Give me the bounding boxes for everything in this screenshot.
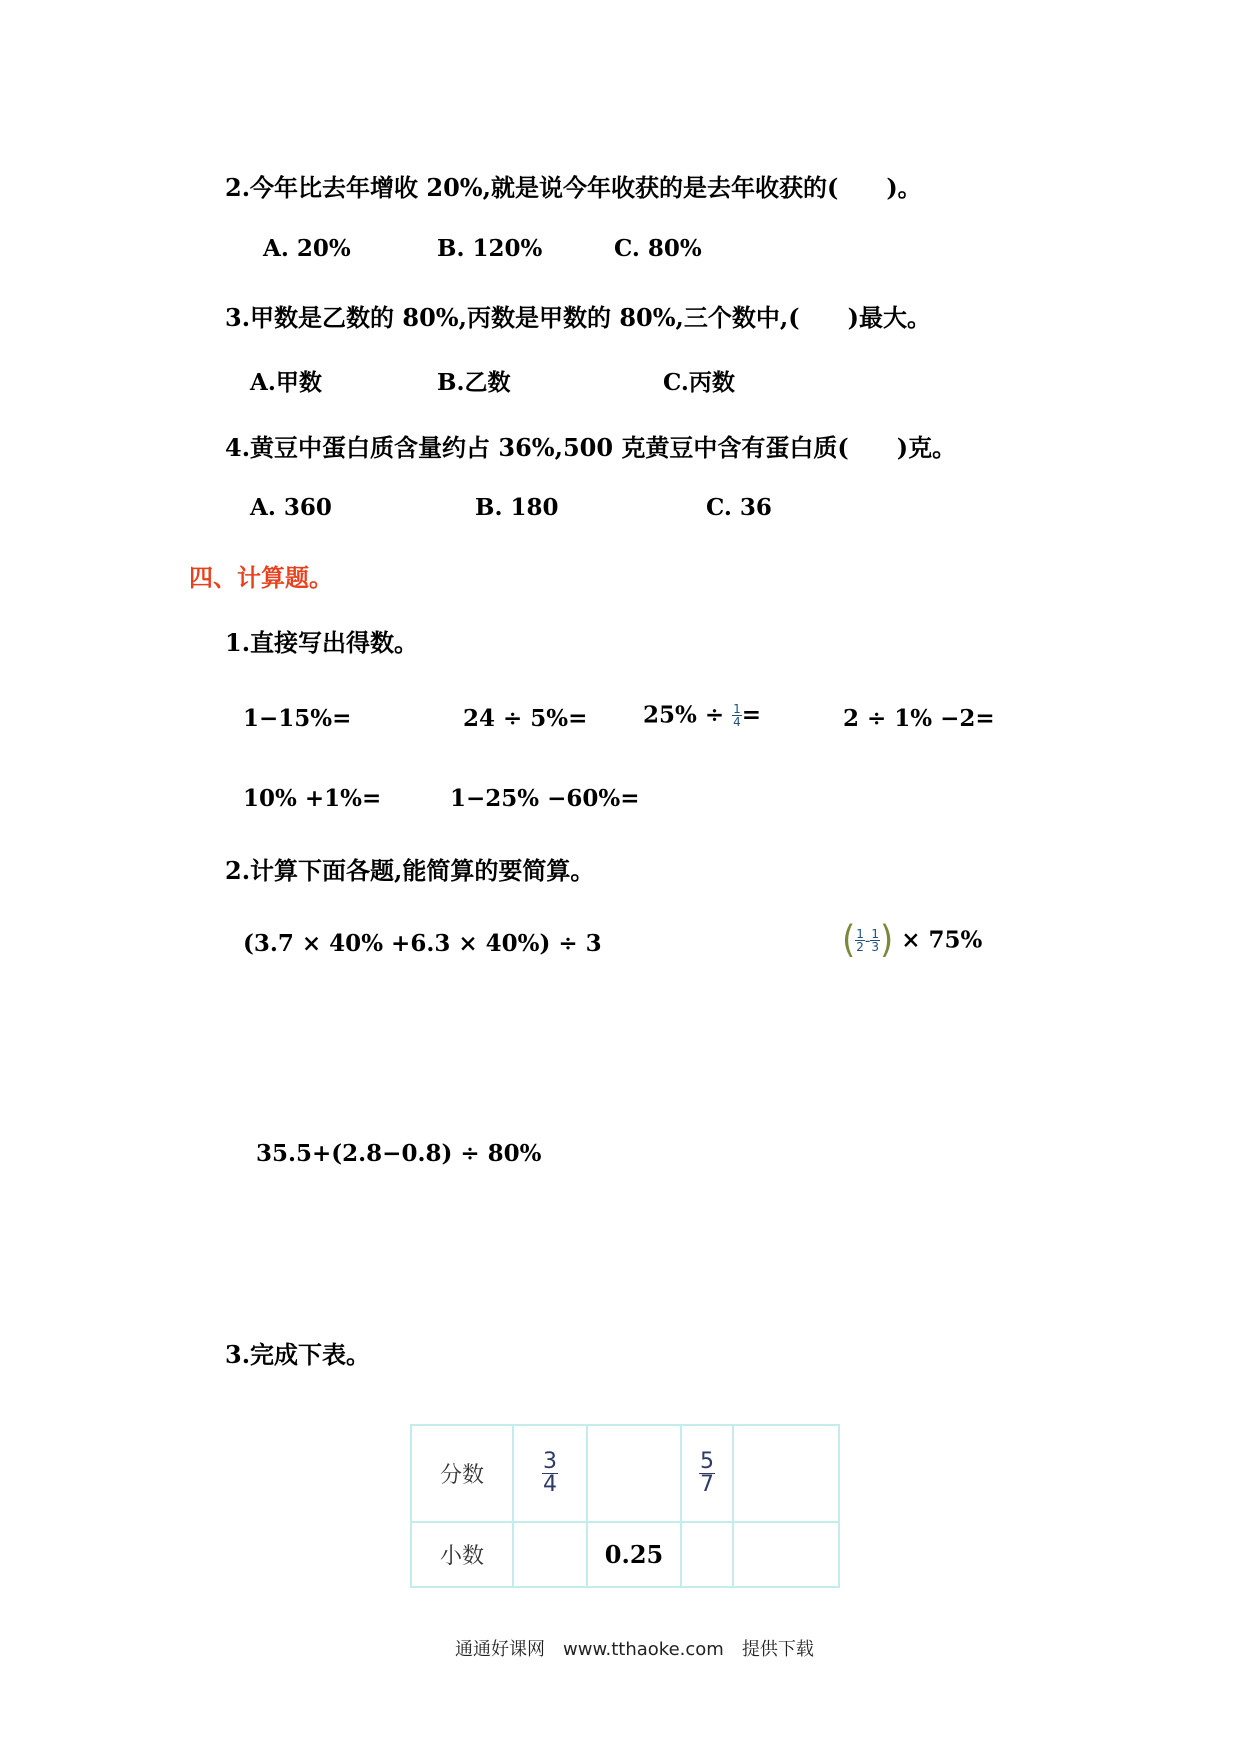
minus-sign: -: [864, 930, 871, 950]
right-paren: ): [879, 918, 894, 962]
table-cell: [587, 1522, 681, 1587]
calc2-expr-2: [842, 920, 982, 960]
fraction-denominator: 4: [733, 714, 741, 729]
fraction-numerator: 1: [871, 926, 879, 941]
fraction-numerator: 1: [856, 926, 864, 941]
table-cell-blank[interactable]: [681, 1522, 733, 1587]
table-row-fraction: [411, 1425, 839, 1522]
table-fraction-5-7: [699, 1451, 715, 1496]
fraction-denominator: 2: [856, 939, 864, 954]
question-3: 3.甲数是乙数的 80%,丙数是甲数的 80%,三个数中,( )最大。: [225, 303, 931, 332]
calc3-title: 3.完成下表。: [225, 1340, 371, 1369]
table-fraction-3-4: [542, 1451, 558, 1496]
calc2-title: 2.计算下面各题,能简算的要简算。: [225, 856, 595, 885]
q3-option-c: C.丙数: [663, 369, 735, 396]
calc1-expr-3-prefix: 25% ÷: [643, 701, 725, 729]
calc1-expr-3-equals: =: [741, 701, 762, 729]
section-heading: 四、计算题。: [189, 563, 333, 592]
table-cell: [681, 1425, 733, 1522]
q3-option-b: B.乙数: [437, 369, 511, 396]
fraction-denominator: 4: [543, 1472, 557, 1497]
table-cell-blank[interactable]: [733, 1522, 839, 1587]
table-cell-blank[interactable]: [587, 1425, 681, 1522]
question-4: 4.黄豆中蛋白质含量约占 36%,500 克黄豆中含有蛋白质( )克。: [225, 433, 957, 462]
calc2-expr-1: (3.7 × 40% +6.3 × 40%) ÷ 3: [243, 930, 602, 957]
calc1-expr-2: 24 ÷ 5%=: [463, 705, 588, 732]
fraction-numerator: 3: [543, 1449, 557, 1474]
fraction-numerator: 1: [733, 701, 741, 716]
calc2-fraction-a: [855, 928, 865, 953]
table-cell: [411, 1425, 513, 1522]
calc1-expr-3: [643, 700, 761, 729]
q3-option-a: A.甲数: [250, 369, 322, 396]
calc1-expr-5: 10% +1%=: [243, 785, 382, 812]
calc1-expr-6: 1−25% −60%=: [450, 785, 640, 812]
q4-option-a: A. 360: [250, 494, 332, 521]
table-cell-blank[interactable]: [513, 1522, 587, 1587]
calc2-fraction-b: [870, 928, 880, 953]
calc2-expr-3: 35.5+(2.8−0.8) ÷ 80%: [256, 1140, 542, 1167]
table-cell-blank[interactable]: [733, 1425, 839, 1522]
calc1-expr-3-fraction: [732, 703, 742, 728]
q2-option-c: C. 80%: [614, 235, 702, 262]
q4-option-b: B. 180: [475, 494, 559, 521]
calc1-expr-1: 1−15%=: [243, 705, 352, 732]
conversion-table: [410, 1424, 840, 1588]
q4-option-c: C. 36: [706, 494, 772, 521]
left-paren: (: [842, 918, 856, 962]
table-cell: [411, 1522, 513, 1587]
table-decimal-value: 0.25: [604, 1540, 664, 1569]
question-2: 2.今年比去年增收 20%,就是说今年收获的是去年收获的( )。: [225, 173, 922, 202]
calc1-expr-4: 2 ÷ 1% −2=: [843, 705, 995, 732]
fraction-numerator: 5: [700, 1449, 714, 1474]
calc1-title: 1.直接写出得数。: [225, 628, 419, 657]
footer-text: 通通好课网 www.tthaoke.com 提供下载: [455, 1639, 814, 1660]
calc2-expr-2-suffix: × 75%: [901, 926, 983, 954]
row-label-fraction: 分数: [439, 1463, 484, 1488]
table-row-decimal: [411, 1522, 839, 1587]
fraction-denominator: 3: [871, 939, 879, 954]
row-label-decimal: 小数: [439, 1544, 484, 1569]
fraction-denominator: 7: [700, 1472, 714, 1497]
table-cell: [513, 1425, 587, 1522]
q2-option-a: A. 20%: [263, 235, 351, 262]
q2-option-b: B. 120%: [437, 235, 543, 262]
